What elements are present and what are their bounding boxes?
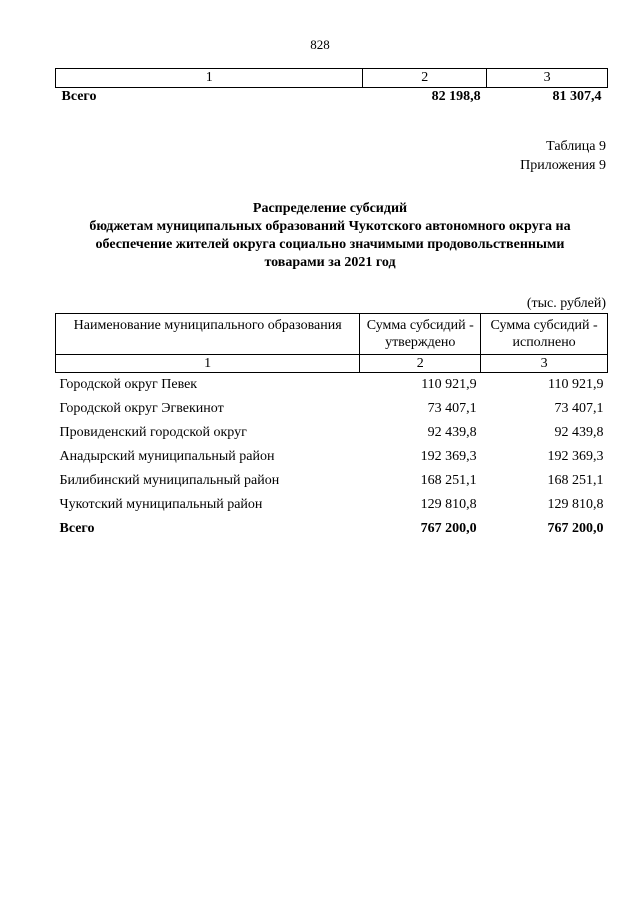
row-executed: 110 921,9 <box>548 377 604 392</box>
continuation-table <box>55 68 608 106</box>
table-row <box>56 493 608 517</box>
column-number: 2 <box>360 355 481 373</box>
column-number: 1 <box>56 355 360 373</box>
column-number: 3 <box>481 355 608 373</box>
subsidy-table <box>55 313 608 541</box>
header-row <box>56 314 608 355</box>
total-label: Всего <box>59 521 95 536</box>
header-name: Наименование муниципального образования <box>56 314 360 355</box>
header-approved: Сумма субсидий - утверждено <box>360 314 481 355</box>
table-row <box>56 421 608 445</box>
total-executed: 767 200,0 <box>547 521 604 536</box>
table-row <box>56 445 608 469</box>
row-approved: 92 439,8 <box>427 425 477 440</box>
total-label: Всего <box>61 89 97 104</box>
row-approved: 168 251,1 <box>420 473 477 488</box>
page-number: 828 <box>310 37 330 52</box>
table-row <box>56 373 608 398</box>
table-row <box>56 397 608 421</box>
column-number: 3 <box>487 69 608 88</box>
total-approved: 767 200,0 <box>420 521 477 536</box>
row-name: Городской округ Эгвекинот <box>59 401 224 416</box>
header-executed: Сумма субсидий - исполнено <box>481 314 608 355</box>
table-caption <box>520 137 606 175</box>
row-name: Чукотский муниципальный район <box>59 497 263 512</box>
row-name: Билибинский муниципальный район <box>59 473 280 488</box>
total-executed: 81 307,4 <box>552 89 602 104</box>
title-line: обеспечение жителей округа социально значимыми продовольственными <box>95 237 565 252</box>
row-approved: 73 407,1 <box>427 401 477 416</box>
row-executed: 168 251,1 <box>547 473 604 488</box>
row-executed: 192 369,3 <box>547 449 604 464</box>
continuation-total-row <box>56 88 608 107</box>
row-executed: 73 407,1 <box>554 401 604 416</box>
units-label: (тыс. рублей) <box>526 296 606 311</box>
document-title <box>40 200 620 272</box>
row-executed: 92 439,8 <box>554 425 604 440</box>
table-label: Таблица 9 <box>546 139 606 154</box>
row-approved: 110 921,9 <box>421 377 477 392</box>
table-row <box>56 469 608 493</box>
total-row <box>56 517 608 541</box>
continuation-column-numbers <box>56 69 608 88</box>
row-approved: 129 810,8 <box>420 497 477 512</box>
title-line: Распределение субсидий <box>252 201 408 216</box>
title-line: товарами за 2021 год <box>264 255 396 270</box>
row-name: Анадырский муниципальный район <box>59 449 275 464</box>
row-approved: 192 369,3 <box>420 449 477 464</box>
column-number: 2 <box>363 69 487 88</box>
row-executed: 129 810,8 <box>547 497 604 512</box>
row-name: Городской округ Певек <box>59 377 198 392</box>
column-number-row <box>56 355 608 373</box>
appendix-label: Приложения 9 <box>520 158 606 173</box>
row-name: Провиденский городской округ <box>59 425 247 440</box>
total-approved: 82 198,8 <box>431 89 481 104</box>
title-line: бюджетам муниципальных образований Чукотского автономного округа на <box>89 219 571 234</box>
column-number: 1 <box>56 69 363 88</box>
